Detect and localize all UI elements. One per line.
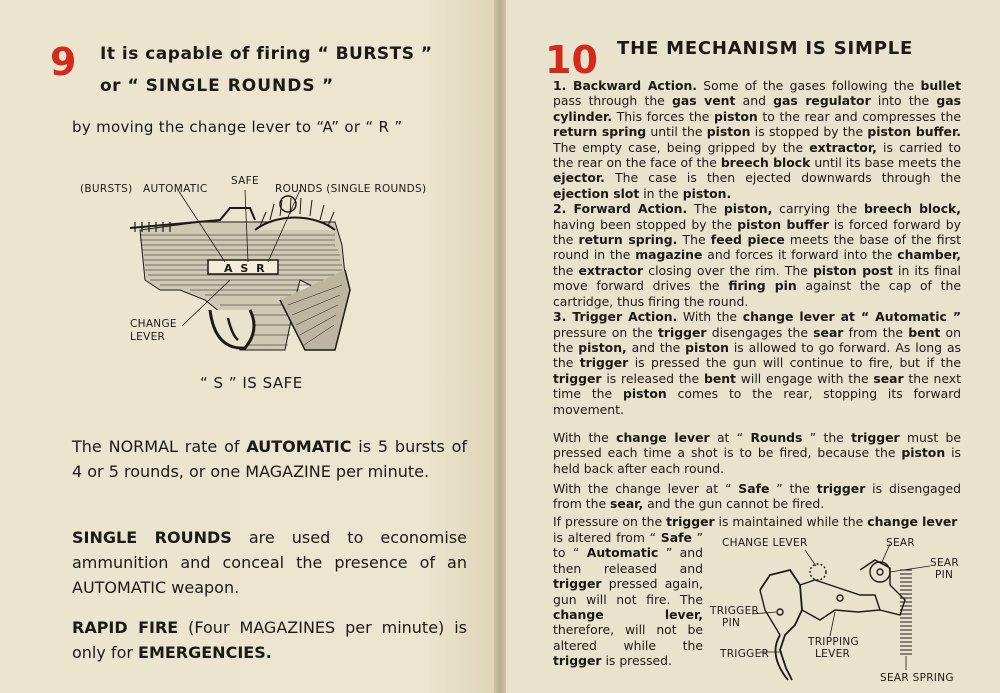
- right-heading: THE MECHANISM IS SIMPLE: [617, 38, 914, 59]
- label-trigger-pin-2: PIN: [722, 617, 741, 629]
- lever-marking: A S R: [224, 262, 267, 275]
- paragraph-pressure-column: is altered from “ Safe ” to “ Automatic ” and then released and trigger pressed again, gun will not fire. The change lever, therefore, will not be altered while the trigger is pressed.: [553, 530, 704, 669]
- section-actions: 1. Backward Action. Some of the gases following the bullet pass through the gas vent and gas regulator into the gas cylinder. This forces the piston to the rear and compresses the return spring until the piston is stopped by the piston buffer. The empty case, being gripped by the extractor, is carried to the rear on the face of the breech block until its base meets the ejector. The case is then ejected downwards through the ejection slot in the piston. 2. Forward Action. The piston, carrying the breech block, having been stopped by the piston buffer is forced forward by the return spring. The feed piece meets the base of the first round in the magazine and forces it forward into the chamber, the extractor closing over the rim. The piston post in its final move forward drives the firing pin against the cap of the cartridge, thus firing the round. 3. Trigger Action. With the change lever at “ Automatic ” pressure on the trigger disengages the sear from the bent on the piston, and the piston is allowed to go forward. As long as the trigger is pressed the gun will continue to fire, but if the trigger is released the bent will engage with the sear the next time the piston comes to the rear, stopping its forward movement.: [553, 78, 962, 417]
- left-page: [0, 0, 497, 693]
- change-lever-instruction: by moving the change lever to “A” or “ R ”: [72, 118, 403, 136]
- paragraph-pressure-intro: If pressure on the trigger is maintained while the change lever: [553, 514, 958, 529]
- label-bursts: (BURSTS): [80, 183, 133, 195]
- label-tripping-1: TRIPPING: [808, 636, 859, 648]
- label-trigger-pin-1: TRIGGER: [710, 605, 760, 617]
- label-change-lever: CHANGE LEVER: [722, 537, 808, 549]
- left-heading-line-1: It is capable of firing “ BURSTS ”: [100, 44, 433, 64]
- label-sear-spring: SEAR SPRING: [880, 672, 954, 684]
- paragraph-single-rounds: SINGLE ROUNDS are used to economise ammunition and conceal the presence of an AUTOMATIC weapon.: [72, 528, 467, 597]
- page-number-left: 9: [50, 40, 77, 84]
- paragraph-rounds: With the change lever at “ Rounds ” the trigger must be pressed each time a shot is to be fired, because the piston is held back after each round.: [553, 430, 962, 476]
- trigger-mechanism-illustration: [740, 540, 980, 690]
- label-change: CHANGE: [130, 318, 177, 330]
- label-safe: SAFE: [231, 175, 259, 187]
- label-lever: LEVER: [130, 331, 166, 343]
- change-lever-illustration: [120, 190, 420, 370]
- label-sear: SEAR: [886, 537, 915, 549]
- paragraph-safe: With the change lever at “ Safe ” the trigger is disengaged from the sear, and the gun cannot be fired.: [553, 481, 962, 512]
- label-automatic: AUTOMATIC: [143, 183, 208, 195]
- label-sear-pin-1: SEAR: [930, 557, 959, 569]
- left-heading-line-2: or “ SINGLE ROUNDS ”: [100, 76, 334, 96]
- label-trigger: TRIGGER: [720, 648, 770, 660]
- page-number-right: 10: [545, 38, 598, 82]
- label-tripping-2: LEVER: [815, 648, 851, 660]
- paragraph-normal-rate: The NORMAL rate of AUTOMATIC is 5 bursts of 4 or 5 rounds, or one MAGAZINE per minute.: [72, 437, 467, 481]
- label-rounds: ROUNDS (SINGLE ROUNDS): [275, 183, 427, 195]
- paragraph-rapid-fire: RAPID FIRE (Four MAGAZINES per minute) is only for EMERGENCIES.: [72, 618, 467, 662]
- label-sear-pin-2: PIN: [935, 569, 954, 581]
- safe-caption: “ S ” IS SAFE: [200, 374, 303, 392]
- book-gutter: [494, 0, 506, 693]
